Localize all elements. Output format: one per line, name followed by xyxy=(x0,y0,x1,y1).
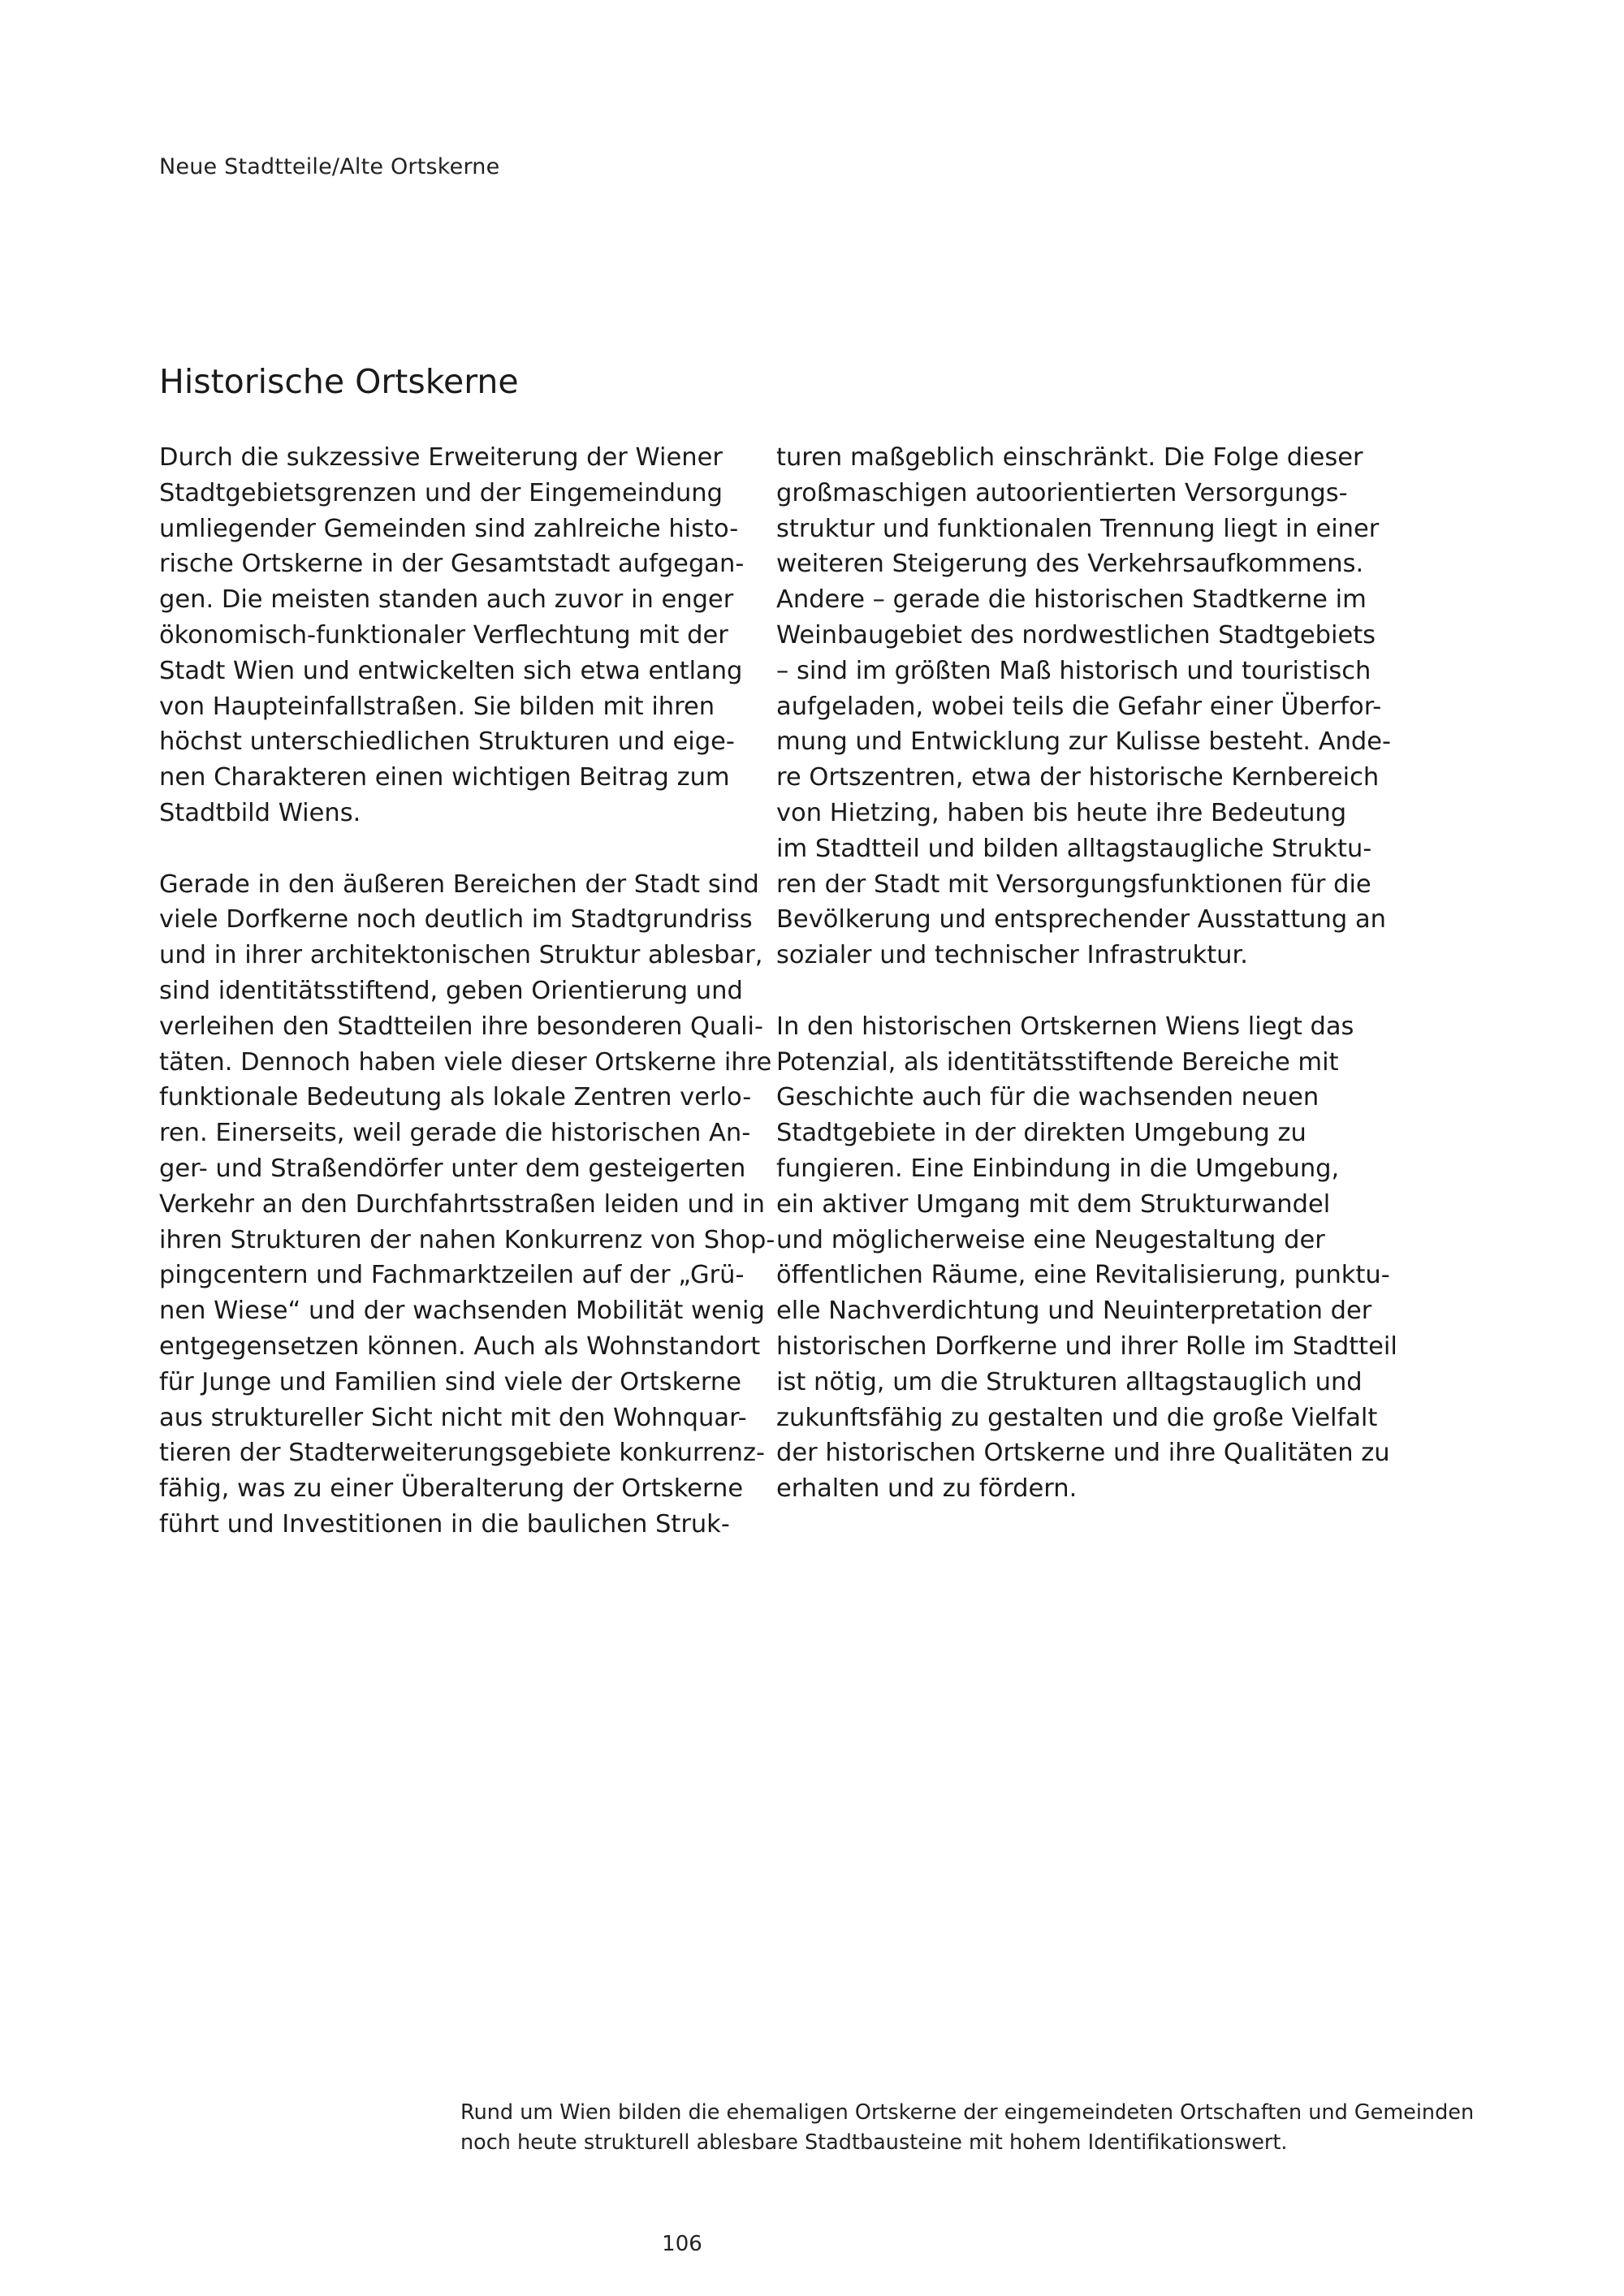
running-header: Neue Stadtteile/Alte Ortskerne xyxy=(159,154,500,179)
text-line: fähig, was zu einer Überalterung der Ortskerne xyxy=(159,1474,744,1504)
text-line: Durch die sukzessive Erweiterung der Wiener xyxy=(159,443,723,472)
text-line: rische Ortskerne in der Gesamtstadt aufgegan- xyxy=(159,550,745,579)
text-line: Andere – gerade die historischen Stadtkerne im xyxy=(776,585,1367,615)
text-line: mung und Entwicklung zur Kulisse besteht. Ande- xyxy=(776,727,1392,757)
text-line: In den historischen Ortskernen Wiens liegt das xyxy=(776,1012,1354,1041)
text-line: aufgeladen, wobei teils die Gefahr einer Überfor- xyxy=(776,692,1382,721)
text-line: historischen Dorfkerne und ihrer Rolle im Stadtteil xyxy=(776,1331,1397,1361)
caption-line: Rund um Wien bilden die ehemaligen Ortskerne der eingemeindeten Ortschaften und Gemeinden xyxy=(460,2100,1475,2125)
text-line: der historischen Ortskerne und ihre Qualitäten zu xyxy=(776,1439,1390,1468)
text-line: ist nötig, um die Strukturen alltagstauglich und xyxy=(776,1367,1363,1396)
text-line: ger- und Straßendörfer unter dem gesteigerten xyxy=(159,1154,746,1183)
text-line: Bevölkerung und entsprechender Ausstattung an xyxy=(776,905,1386,934)
caption-line: noch heute strukturell ablesbare Stadtbausteine mit hohem Identifikationswert. xyxy=(460,2130,1288,2155)
text-line: funktionale Bedeutung als lokale Zentren verlo- xyxy=(159,1083,752,1112)
text-line: Stadt Wien und entwickelten sich etwa entlang xyxy=(159,656,743,685)
page-number: 106 xyxy=(662,2232,702,2256)
text-line: sozialer und technischer Infrastruktur. xyxy=(776,941,1248,970)
body-paragraph xyxy=(776,440,1392,973)
text-line: Verkehr an den Durchfahrtsstraßen leiden und in xyxy=(159,1189,765,1219)
text-line: fungieren. Eine Einbindung in die Umgebung, xyxy=(776,1154,1340,1183)
text-line: umliegender Gemeinden sind zahlreiche histo- xyxy=(159,514,739,543)
text-line: von Haupteinfallstraßen. Sie bilden mit ihren xyxy=(159,692,715,721)
text-line: turen maßgeblich einschränkt. Die Folge dieser xyxy=(776,443,1363,472)
text-line: Gerade in den äußeren Bereichen der Stadt sind xyxy=(159,870,759,899)
text-line: von Hietzing, haben bis heute ihre Bedeutung xyxy=(776,798,1347,827)
text-line: ein aktiver Umgang mit dem Strukturwandel xyxy=(776,1189,1331,1219)
text-line: ren. Einerseits, weil gerade die historischen An- xyxy=(159,1119,751,1148)
text-line: zukunftsfähig zu gestalten und die große Vielfalt xyxy=(776,1403,1378,1432)
text-line: re Ortszentren, etwa der historische Kernbereich xyxy=(776,763,1380,792)
text-line: verleihen den Stadtteilen ihre besonderen Quali- xyxy=(159,1012,764,1041)
text-line: nen Charakteren einen wichtigen Beitrag zum xyxy=(159,763,730,792)
text-line: täten. Dennoch haben viele dieser Ortskerne ihre xyxy=(159,1047,772,1077)
body-paragraph xyxy=(776,1009,1397,1507)
body-paragraph xyxy=(159,867,775,1543)
text-line: Stadtgebiete in der direkten Umgebung zu xyxy=(776,1119,1307,1148)
text-line: Geschichte auch für die wachsenden neuen xyxy=(776,1083,1320,1112)
text-line: öffentlichen Räume, eine Revitalisierung, punktu- xyxy=(776,1261,1390,1290)
text-line: entgegensetzen können. Auch als Wohnstandort xyxy=(159,1331,761,1361)
text-line: und in ihrer architektonischen Struktur ablesbar, xyxy=(159,941,763,970)
text-line: weiteren Steigerung des Verkehrsaufkommens. xyxy=(776,550,1364,579)
text-line: ihren Strukturen der nahen Konkurrenz von Shop- xyxy=(159,1225,775,1254)
text-line: für Junge und Familien sind viele der Ortskerne xyxy=(159,1367,742,1396)
text-line: elle Nachverdichtung und Neuinterpretation der xyxy=(776,1297,1372,1326)
text-line: Stadtgebietsgrenzen und der Eingemeindung xyxy=(159,478,723,507)
text-line: höchst unterschiedlichen Strukturen und eige- xyxy=(159,727,735,757)
text-line: und möglicherweise eine Neugestaltung der xyxy=(776,1225,1325,1254)
body-paragraph xyxy=(159,440,745,831)
text-line: viele Dorfkerne noch deutlich im Stadtgrundriss xyxy=(159,905,753,934)
text-line: Potenzial, als identitätsstiftende Bereiche mit xyxy=(776,1047,1339,1077)
text-line: Weinbaugebiet des nordwestlichen Stadtgebiets xyxy=(776,620,1376,650)
right-column xyxy=(776,440,1397,1507)
text-line: Stadtbild Wiens. xyxy=(159,798,361,827)
text-line: – sind im größten Maß historisch und touristisch xyxy=(776,656,1371,685)
text-line: gen. Die meisten standen auch zuvor in enger xyxy=(159,585,734,615)
text-line: aus struktureller Sicht nicht mit den Wohnquar- xyxy=(159,1403,747,1432)
text-line: sind identitätsstiftend, geben Orientierung und xyxy=(159,976,743,1005)
text-line: struktur und funktionalen Trennung liegt in einer xyxy=(776,514,1380,543)
text-line: ökonomisch-funktionaler Verflechtung mit der xyxy=(159,620,728,650)
section-title: Historische Ortskerne xyxy=(159,362,519,401)
text-line: ren der Stadt mit Versorgungsfunktionen für die xyxy=(776,870,1371,899)
text-line: tieren der Stadterweiterungsgebiete konkurrenz- xyxy=(159,1439,765,1468)
figure-caption xyxy=(460,2098,1597,2158)
text-line: führt und Investitionen in die baulichen Struk- xyxy=(159,1509,730,1539)
text-line: großmaschigen autoorientierten Versorgungs- xyxy=(776,478,1348,507)
text-line: pingcentern und Fachmarktzeilen auf der „Grü- xyxy=(159,1261,745,1290)
text-line: erhalten und zu fördern. xyxy=(776,1474,1078,1504)
text-line: nen Wiese“ und der wachsenden Mobilität wenig xyxy=(159,1297,765,1326)
left-column xyxy=(159,440,775,1543)
text-line: im Stadtteil und bilden alltagstaugliche Struktu- xyxy=(776,834,1372,863)
